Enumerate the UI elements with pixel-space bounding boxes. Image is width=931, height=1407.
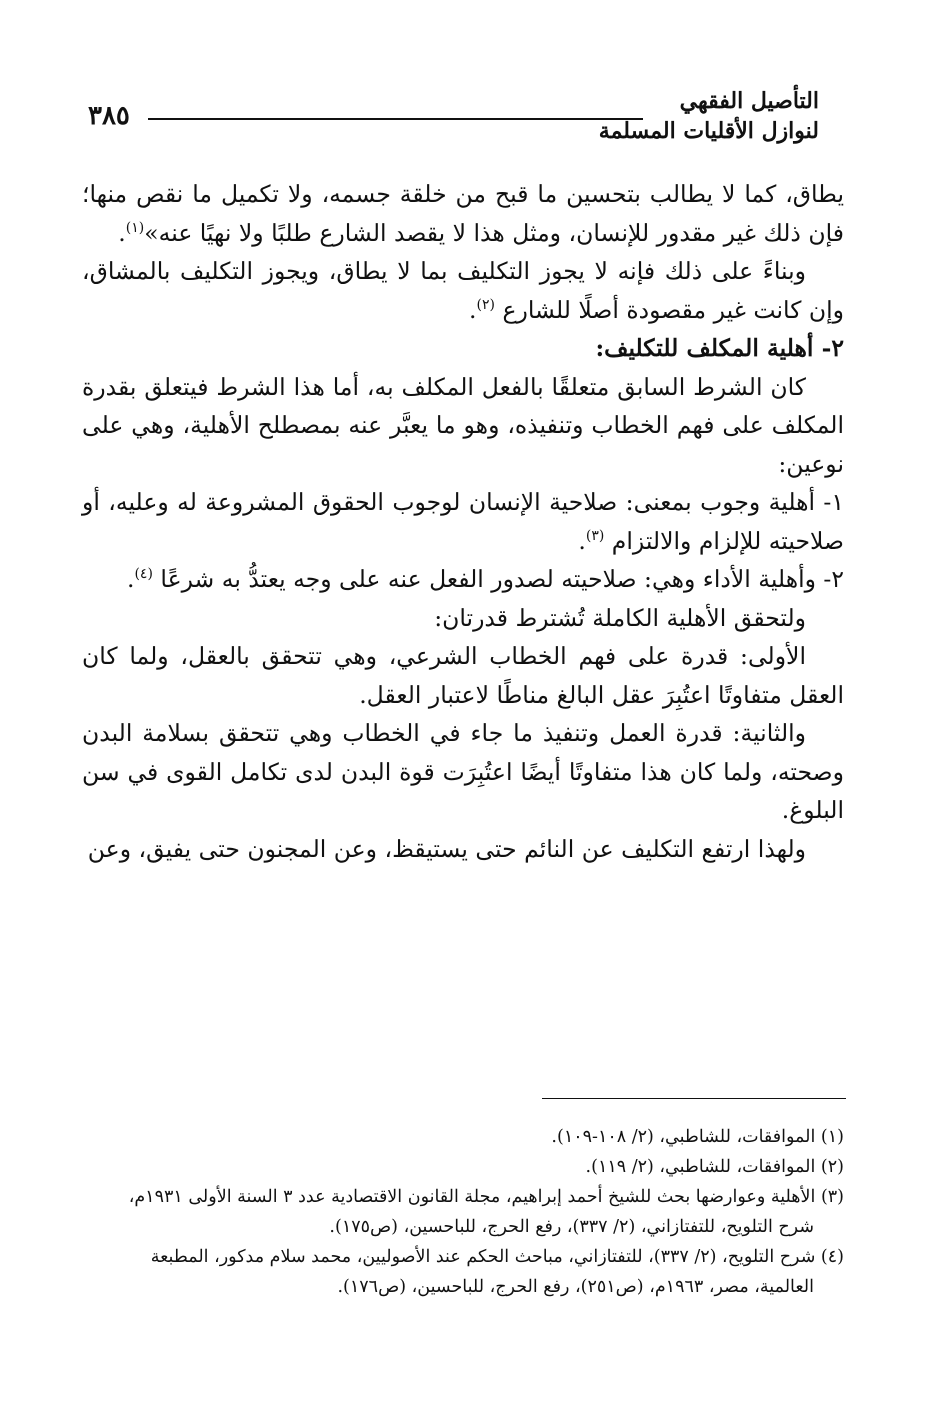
footnote-2: (٢) الموافقات، للشاطبي، (٢/ ١١٩). xyxy=(585,1157,844,1177)
list-item-2-end: . xyxy=(126,565,135,593)
page-number: ٣٨٥ xyxy=(88,101,130,131)
list-item-2 xyxy=(82,560,844,599)
footnote-3-line-2: شرح التلويح، للتفتازاني، (٢/ ٣٣٧)، رفع الحرج، للباحسين، (ص١٧٥). xyxy=(329,1217,814,1237)
footnote-ref-1: (١) xyxy=(125,219,145,236)
footnote-ref-4: (٤) xyxy=(134,566,153,583)
footnote-1: (١) الموافقات، للشاطبي، (٢/ ١٠٨-١٠٩). xyxy=(551,1127,844,1147)
footnote-4-line-1: (٤) شرح التلويح، (٢/ ٣٣٧)، للتفتازاني، مباحث الحكم عند الأصوليين، محمد سلام مدكور، المطبعة xyxy=(150,1247,844,1267)
paragraph-1 xyxy=(82,175,844,252)
header-rule xyxy=(148,118,643,120)
header-title-line2: لنوازل الأقليات المسلمة xyxy=(598,118,819,144)
paragraph-7: ولهذا ارتفع التكليف عن النائم حتى يستيقظ، وعن المجنون حتى يفيق، وعن xyxy=(87,834,806,863)
paragraph-1-text: يطاق، كما لا يطالب بتحسين ما قبح من خلقة جسمه، ولا تكميل ما نقص منها؛ فإن ذلك غير مقدور للإنسان، ومثل هذا لا يقصد الشارع طلبًا ولا نهيًا عنه» xyxy=(82,180,844,247)
paragraph-3: كان الشرط السابق متعلقًا بالفعل المكلف به، أما هذا الشرط فيتعلق بقدرة المكلف على فهم الخطاب وتنفيذه، وهو ما يعبَّر عنه بمصطلح الأهلية، وهي على نوعين: xyxy=(82,372,844,478)
footnote-4-line-2: العالمية، مصر، ١٩٦٣م، (ص٢٥١)، رفع الحرج، للباحسين، (ص١٧٦). xyxy=(337,1277,814,1297)
paragraph-4: ولتحقق الأهلية الكاملة تُشترط قدرتان: xyxy=(434,603,806,632)
footnote-ref-2: (٢) xyxy=(476,296,495,313)
footnote-ref-3: (٣) xyxy=(585,527,605,544)
paragraph-1-end: . xyxy=(118,218,126,247)
main-text xyxy=(82,175,844,868)
section-heading: ٢- أهلية المكلف للتكليف: xyxy=(595,334,844,362)
paragraph-2-end: . xyxy=(469,295,477,324)
footnote-3-line-1: (٣) الأهلية وعوارضها بحث للشيخ أحمد إبراهيم، مجلة القانون الاقتصادية عدد ٣ السنة الأولى ١٩٣١م، xyxy=(128,1187,844,1207)
paragraph-2-text: وبناءً على ذلك فإنه لا يجوز التكليف بما لا يطاق، ويجوز التكليف بالمشاق، وإن كانت غير مقصودة أصلًا للشارع xyxy=(82,257,844,324)
paragraph-5: الأولى: قدرة على فهم الخطاب الشرعي، وهي تتحقق بالعقل، ولما كان العقل متفاوتًا اعتُبِرَ عقل البالغ مناطًا لاعتبار العقل. xyxy=(82,642,844,709)
running-header-title xyxy=(459,86,819,146)
header-title-line1: التأصيل الفقهي xyxy=(679,88,819,114)
footnote-separator xyxy=(542,1098,846,1099)
footnotes xyxy=(82,1122,844,1302)
list-item-2-text: ٢- وأهلية الأداء وهي: صلاحيته لصدور الفعل عنه على وجه يعتدُّ به شرعًا xyxy=(160,565,844,593)
paragraph-6: والثانية: قدرة العمل وتنفيذ ما جاء في الخطاب وهي تتحقق بسلامة البدن وصحته، ولما كان هذا متفاوتًا أيضًا اعتُبِرَت قوة البدن لدى تكامل القوى في سن البلوغ. xyxy=(82,719,844,824)
paragraph-2 xyxy=(82,252,844,329)
list-item-1 xyxy=(82,483,844,560)
list-item-1-text: ١- أهلية وجوب بمعنى: صلاحية الإنسان لوجوب الحقوق المشروعة له وعليه، أو صلاحيته للإلزام والالتزام xyxy=(82,488,844,555)
list-item-1-end: . xyxy=(578,526,586,555)
